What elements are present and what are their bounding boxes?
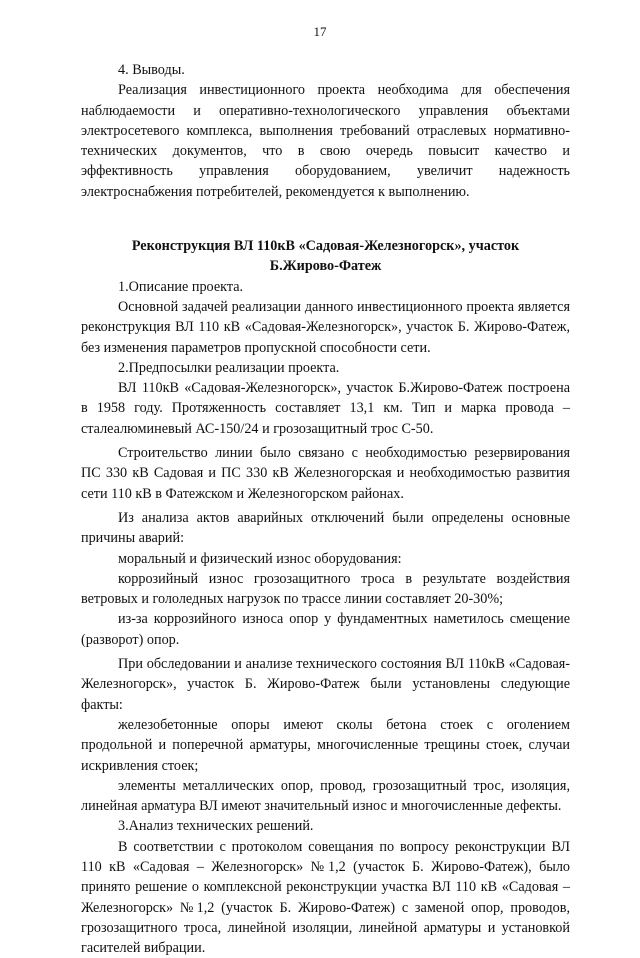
paragraph-failure-analysis: Из анализа актов аварийных отключений были определены основные причины аварий: — [81, 509, 570, 547]
conclusions-paragraph: Реализация инвестиционного проекта необходима для обеспечения наблюдаемости и оперативно-технологического управления объектами электросетевого комплекса, выполнения требований отраслевых нормативно-технических документов, что в свою очередь повысит качество и эффективность управления оборудованием, увеличит надежность электроснабжения потребителей, рекомендуется к выполнению. — [81, 82, 570, 200]
paragraph-construction-reason: Строительство линии было связано с необходимостью резервирования ПС 330 кВ Садовая и ПС 330 кВ Железногорская и необходимостью развития сети 110 кВ в Фатежском и Железногорском районах. — [81, 445, 570, 502]
paragraph-decision: В соответствии с протоколом совещания по вопросу реконструкции ВЛ 110 кВ «Садовая – Железногорск» №1,2 (участок Б. Жирово-Фатеж), было принято решение о комплексной реконструкции участка ВЛ 110 кВ «Садовая – Железногорск» №1,2 (участок Б. Жирово-Фатеж) с заменой опор, проводов, грозозащитного троса, линейной изоляции, линейной арматуры и установкой гасителей вибрации. — [81, 838, 570, 957]
section-title-conclusions: 4. Выводы. — [118, 62, 185, 78]
paragraph-line-info: ВЛ 110кВ «Садовая-Железногорск», участок Б.Жирово-Фатеж построена в 1958 году. Протяженность составляет 13,1 км. Тип и марка провода – сталеалюминевый АС-150/24 и грозозащитный трос С-50. — [81, 380, 570, 437]
project-heading-line2: Б.Жирово-Фатеж — [269, 258, 382, 275]
list-item-corrosion-supports: из-за коррозийного износа опор у фундаментных наметилось смещение (разворот) опор. — [81, 611, 570, 648]
paragraph-main-task: Основной задачей реализации данного инвестиционного проекта является реконструкция ВЛ 110 кВ «Садовая-Железногорск», участок Б. Жирово-Фатеж, без изменения параметров пропускной способности сети. — [81, 298, 570, 356]
subsection-title-prerequisites: 2.Предпосылки реализации проекта. — [118, 359, 340, 376]
subsection-title-technical-analysis: 3.Анализ технических решений. — [118, 818, 314, 835]
list-item-metal-elements: элементы металлических опор, провод, грозозащитный трос, изоляция, линейная арматура ВЛ имеют значительный износ и многочисленные дефекты. — [81, 777, 570, 815]
page-number: 17 — [313, 24, 327, 39]
list-item-wear: моральный и физический износ оборудования: — [118, 550, 402, 567]
list-item-corrosion-cable: коррозийный износ грозозащитного троса в результате воздействия ветровых и гололедных нагрузок по трассе линии составляет 20-30%; — [81, 570, 570, 608]
subsection-title-description: 1.Описание проекта. — [118, 278, 244, 295]
project-heading-line1: Реконструкция ВЛ 110кВ «Садовая-Железногорск», участок — [131, 238, 520, 255]
list-item-concrete-supports: железобетонные опоры имеют сколы бетона стоек с оголением продольной и поперечной арматуры, многочисленные трещины стоек, случаи искривления стоек; — [81, 716, 570, 774]
document-body — [81, 60, 570, 958]
project-heading — [81, 236, 570, 277]
paragraph-inspection: При обследовании и анализе технического состояния ВЛ 110кВ «Садовая-Железногорск», участок Б. Жирово-Фатеж были установлены следующие факты: — [81, 656, 570, 713]
